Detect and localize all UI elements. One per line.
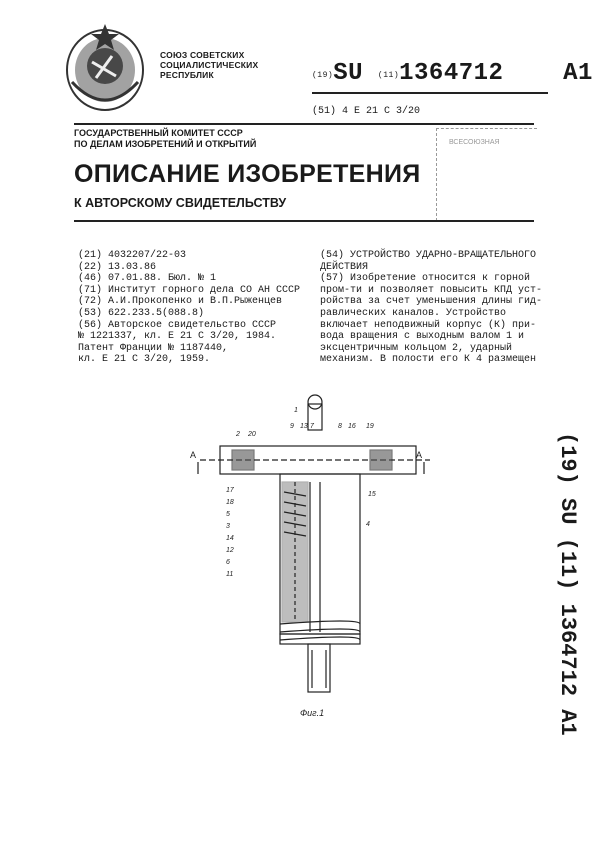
abstract-line: равлических каналов. Устройство	[320, 307, 507, 319]
committee-name: ГОСУДАРСТВЕННЫЙ КОМИТЕТ СССР ПО ДЕЛАМ ИЗОБРЕТЕНИЙ И ОТКРЫТИЙ	[74, 128, 257, 149]
drawing-label: 20	[248, 431, 256, 438]
biblio-line: (72) А.И.Прокопенко и В.П.Рыженцев	[78, 296, 283, 308]
section-mark-left: А	[190, 450, 197, 460]
drawing-label: 17	[226, 487, 234, 494]
top-rule	[74, 123, 534, 125]
drawing-label: 12	[226, 547, 234, 554]
library-stamp: ВСЕСОЮЗНАЯ	[436, 128, 537, 221]
drawing-label: 16	[348, 423, 356, 430]
biblio-line: (53) 622.233.5(088.8)	[78, 307, 205, 319]
ussr-emblem-icon	[62, 22, 148, 114]
drawing-label: 4	[366, 521, 370, 528]
drawing-label: 8	[338, 423, 342, 430]
drawing-label: 9	[290, 423, 294, 430]
biblio-line: Патент Франции № 1187440,	[78, 342, 229, 354]
biblio-line: (21) 4032207/22-03	[78, 250, 187, 261]
drawing-label: 11	[226, 571, 234, 578]
biblio-line: (22) 13.03.86	[78, 261, 157, 273]
publication-number: (19)SU (11)1364712 A1	[312, 60, 593, 87]
drawing-label: 13	[300, 423, 308, 430]
abstract-line: ройства за счет уменьшения длины гид-	[320, 296, 543, 308]
abstract-line: механизм. В полости его К 4 размещен	[320, 354, 537, 366]
abstract-line: ДЕЙСТВИЯ	[320, 261, 369, 273]
drawing-label: 6	[226, 559, 230, 566]
title-rule	[74, 220, 534, 222]
state-name: СОЮЗ СОВЕТСКИХ СОЦИАЛИСТИЧЕСКИХ РЕСПУБЛИК	[160, 50, 259, 80]
abstract-line: (57) Изобретение относится к горной	[320, 273, 531, 285]
bibliographic-data	[78, 250, 318, 366]
header-rule	[312, 92, 548, 94]
drawing-label: 19	[366, 423, 374, 430]
biblio-line: (56) Авторское свидетельство СССР	[78, 319, 277, 331]
abstract-line: (54) УСТРОЙСТВО УДАРНО-ВРАЩАТЕЛЬНОГО	[320, 250, 537, 261]
drawing-label: 7	[310, 423, 314, 430]
section-mark-right: А	[416, 450, 423, 460]
drawing-label: 15	[368, 491, 376, 498]
drawing-label: 3	[226, 523, 230, 530]
drawing-label: 5	[226, 511, 230, 518]
biblio-line: кл. Е 21 С 3/20, 1959.	[78, 354, 211, 366]
figure-caption: Фиг.1	[300, 708, 325, 718]
drawing-label: 14	[226, 535, 234, 542]
document-subtitle: К АВТОРСКОМУ СВИДЕТЕЛЬСТВУ	[74, 196, 287, 210]
abstract-line: эксцентричным кольцом 2, ударный	[320, 342, 513, 354]
abstract-line: включает неподвижный корпус (К) при-	[320, 319, 537, 331]
vertical-patent-id: (19) SU (11) 1364712 A1	[555, 432, 580, 736]
abstract-line: вода вращения с выходным валом 1 и	[320, 331, 525, 343]
ipc-class: (51) 4 Е 21 С 3/20	[312, 106, 421, 117]
abstract-line: пром-ти и позволяет повысить КПД уст-	[320, 284, 543, 296]
biblio-line: (71) Институт горного дела СО АН СССР	[78, 284, 301, 296]
biblio-line: № 1221337, кл. Е 21 С 3/20, 1984.	[78, 331, 277, 343]
biblio-line: (46) 07.01.88. Бюл. № 1	[78, 273, 217, 285]
abstract	[320, 250, 550, 366]
drawing-label: 1	[294, 407, 298, 414]
drawing-label: 18	[226, 499, 234, 506]
drawing-label: 2	[236, 431, 240, 438]
technical-drawing	[160, 392, 430, 722]
document-title: ОПИСАНИЕ ИЗОБРЕТЕНИЯ	[74, 160, 421, 188]
kind-code: A1	[563, 60, 593, 87]
